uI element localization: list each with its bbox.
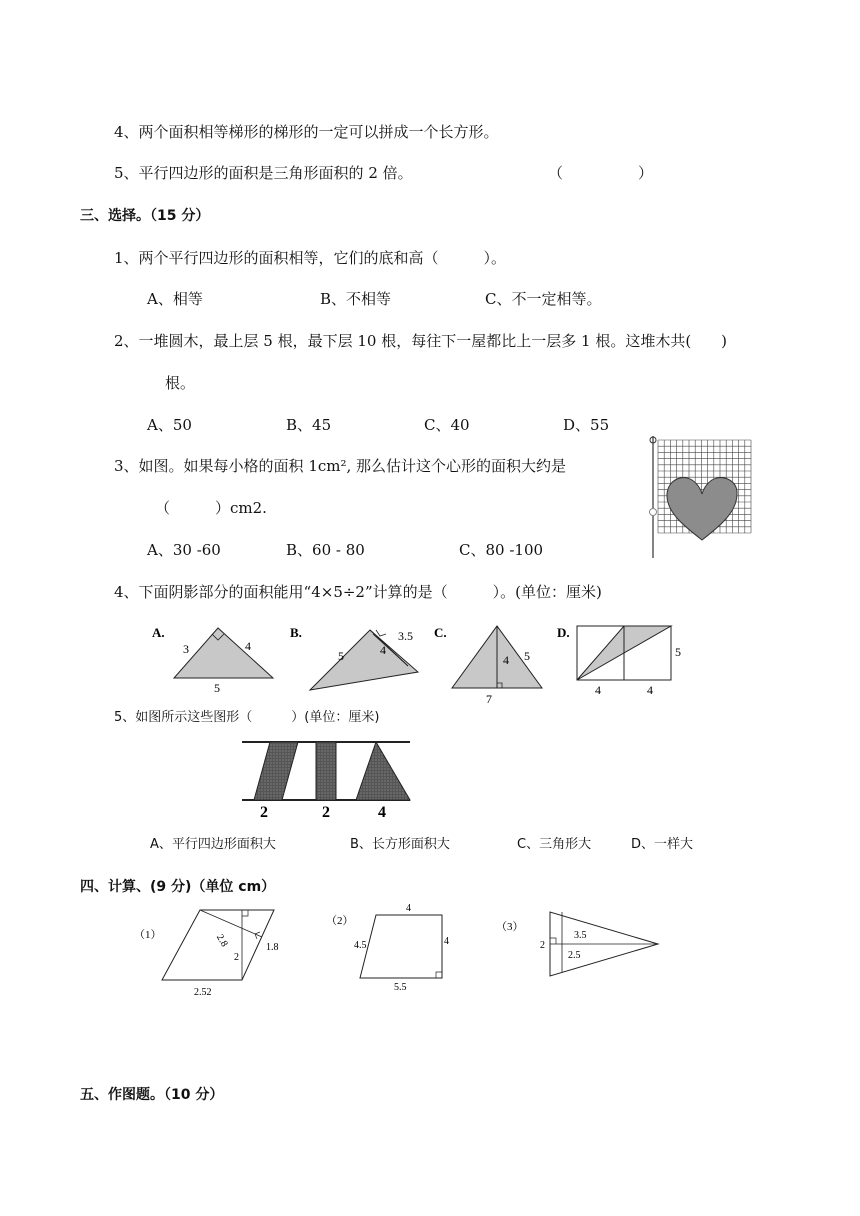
- q3-5-option-d: D、一样大: [631, 837, 694, 852]
- q3-3-option-a: A、30 -60: [147, 541, 221, 559]
- q3-2-text: 2、一堆圆木，最上层 5 根，最下层 10 根，每往下一屋都比上一层多 1 根。这堆木共( ): [114, 332, 728, 350]
- fig1-label: 2.8: [213, 932, 230, 949]
- parallel-lines-figure: [240, 738, 412, 820]
- answer-bracket: （ ）: [548, 164, 654, 182]
- q3-2-option-d: D、55: [563, 416, 610, 434]
- fig-b-letter: B.: [290, 625, 302, 640]
- heart-shape: [667, 478, 737, 540]
- figure-c: [432, 620, 550, 708]
- fig2-label: 4.5: [354, 940, 367, 951]
- section5-title: 五、作图题。（10 分）: [80, 1087, 224, 1103]
- figure-b: [288, 620, 428, 695]
- calc-figure-2: [326, 900, 456, 995]
- fig-a-base: 5: [214, 681, 220, 695]
- q3-5-option-a: A、平行四边形面积大: [150, 837, 276, 852]
- rectangle-base: 2: [322, 804, 330, 821]
- parallelogram-base: 2: [260, 804, 268, 821]
- q3-5-text: 5、如图所示这些图形（ ）(单位：厘米): [114, 710, 380, 725]
- fig2-label: 4: [444, 936, 449, 947]
- parallelogram-shape: [254, 742, 298, 800]
- fig-b-side: 5: [338, 649, 344, 663]
- q3-1-option-a: A、相等: [147, 290, 203, 308]
- fig-b-side: 4: [380, 643, 386, 657]
- figure-d: [555, 620, 695, 700]
- q3-5-option-b: B、长方形面积大: [350, 837, 450, 852]
- fig-a-side: 4: [245, 639, 251, 653]
- q3-5-option-c: C、三角形大: [517, 837, 592, 852]
- fig3-label: 2.5: [568, 950, 581, 961]
- fig-b-side: 3.5: [398, 629, 413, 643]
- fig3-label: 2: [540, 940, 545, 951]
- fig-a-side: 3: [183, 642, 189, 656]
- fig-c-letter: C.: [434, 625, 447, 640]
- calc-figure-1: [134, 900, 284, 1000]
- q3-2-option-c: C、40: [424, 416, 470, 434]
- fig1-number: （1）: [134, 929, 162, 941]
- calc-figure-3: [496, 900, 666, 990]
- q3-1-text: 1、两个平行四边形的面积相等，它们的底和高（ ）。: [114, 249, 507, 267]
- fig3-label: 3.5: [574, 930, 587, 941]
- q3-2-text-cont: 根。: [165, 374, 196, 392]
- q3-3-option-c: C、80 -100: [459, 541, 544, 559]
- fig-c-base: 7: [486, 692, 492, 706]
- fig-d-base: 4: [595, 683, 601, 697]
- q3-3-text: 3、如图。如果每小格的面积 1cm², 那么估计这个心形的面积大约是: [114, 457, 567, 475]
- fig2-number: （2）: [326, 915, 354, 927]
- fig2-label: 5.5: [394, 982, 407, 993]
- fig3-number: （3）: [496, 921, 524, 933]
- fig-d-base: 4: [647, 683, 653, 697]
- heart-grid-figure: [648, 436, 752, 558]
- judge-q5: 5、平行四边形的面积是三角形面积的 2 倍。: [114, 164, 413, 182]
- fig1-label: 2: [234, 952, 239, 963]
- fig1-label: 1.8: [266, 942, 279, 953]
- q3-2-option-b: B、45: [286, 416, 332, 434]
- q3-3-option-b: B、60 - 80: [286, 541, 365, 559]
- section4-title: 四、计算、(9 分)（单位 cm）: [80, 879, 276, 895]
- fig1-label: 2.52: [194, 987, 212, 998]
- q3-4-text: 4、下面阴影部分的面积能用“4×5÷2”计算的是（ ）。(单位：厘米): [114, 583, 602, 601]
- figure-a: [150, 620, 280, 695]
- fig-d-height: 5: [675, 645, 681, 659]
- triangle-shape: [356, 742, 410, 800]
- fig-c-height: 4: [503, 653, 509, 667]
- fig-c-side: 5: [524, 649, 530, 663]
- fig2-label: 4: [406, 903, 411, 914]
- triangle-base: 4: [378, 804, 386, 821]
- rectangle-shape: [316, 742, 336, 800]
- judge-q4: 4、两个面积相等梯形的梯形的一定可以拼成一个长方形。: [114, 123, 499, 141]
- fig-a-letter: A.: [152, 625, 165, 640]
- q3-1-option-c: C、不一定相等。: [485, 290, 602, 308]
- q3-2-option-a: A、50: [147, 416, 192, 434]
- fig-d-letter: D.: [557, 625, 570, 640]
- q3-1-option-b: B、不相等: [320, 290, 392, 308]
- section3-title: 三、选择。（15 分）: [80, 208, 210, 224]
- q3-3-text-cont: （ ）cm2.: [155, 499, 267, 517]
